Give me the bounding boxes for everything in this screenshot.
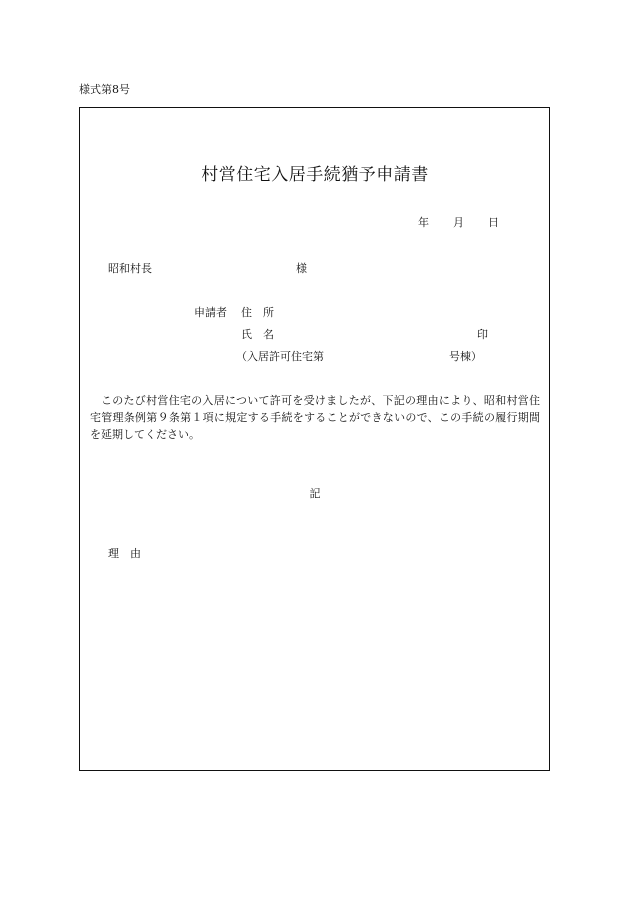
date-year-label: 年 [418, 216, 429, 229]
reason-label: 理 由 [108, 547, 141, 560]
form-number: 様式第8号 [79, 83, 130, 96]
addressee-honorific: 様 [296, 262, 307, 275]
request-body-text: このたび村営住宅の入居について許可を受けましたが、下記の理由により、昭和村営住宅管理条例第９条第１項に規定する手続をすることができないので、この手続の履行期間を延期してください。 [90, 394, 540, 441]
name-label: 氏 名 [241, 328, 274, 341]
document-title: 村営住宅入居手続猶予申請書 [201, 165, 429, 185]
applicant-label: 申請者 [194, 306, 227, 319]
date-day-label: 日 [488, 216, 499, 229]
seal-mark: 印 [477, 328, 488, 341]
permit-number-close: 号棟） [449, 350, 482, 363]
addressee-name: 昭和村長 [108, 262, 152, 275]
permit-number-open: （入居許可住宅第 [236, 350, 324, 363]
ki-heading: 記 [309, 487, 321, 500]
date-month-label: 月 [453, 216, 464, 229]
address-label: 住 所 [241, 306, 274, 319]
